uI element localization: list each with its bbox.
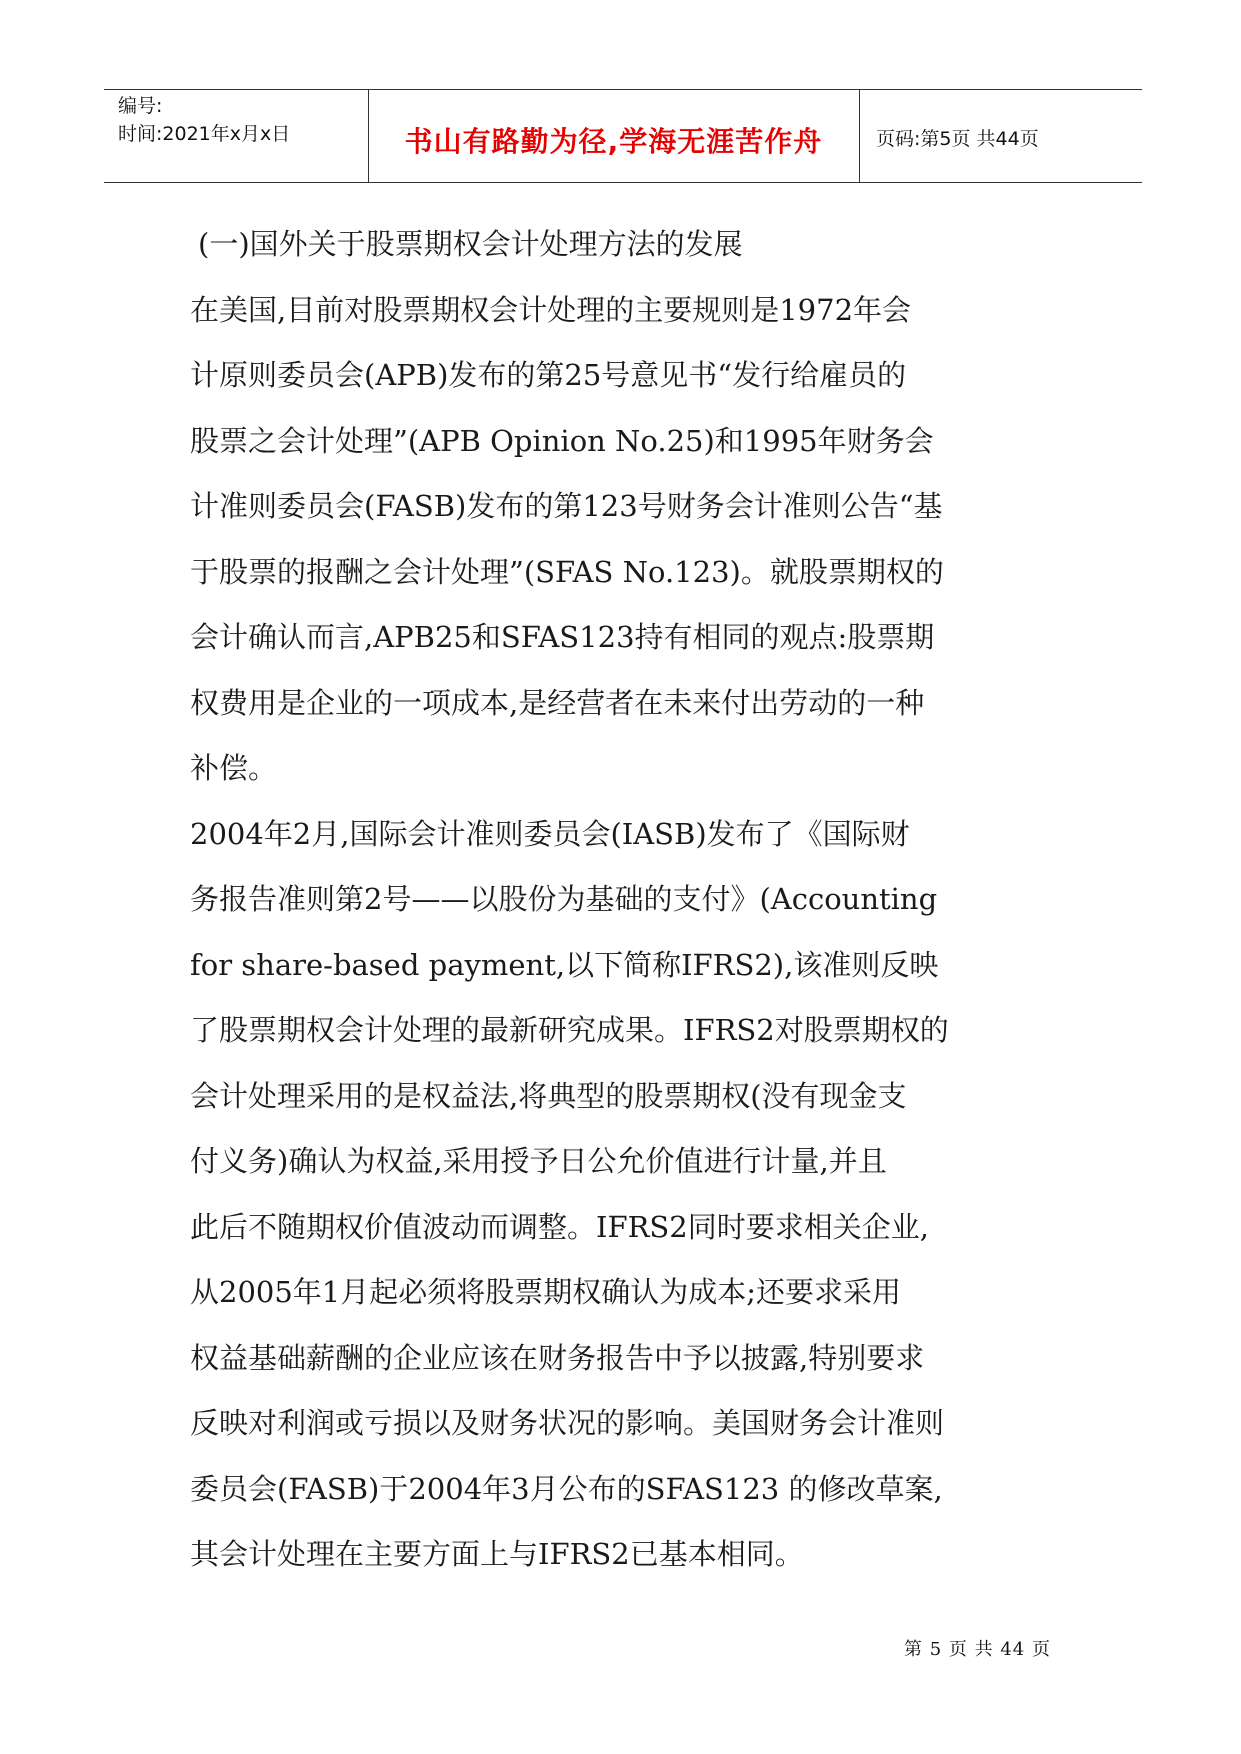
body-line: 计原则委员会(APB)发布的第25号意见书“发行给雇员的 — [190, 358, 907, 392]
document-body — [190, 212, 1070, 1588]
page-footer: 第 5 页 共 44 页 — [904, 1639, 1051, 1660]
body-line: 权费用是企业的一项成本,是经营者在未来付出劳动的一种 — [190, 685, 925, 720]
body-line: 股票之会计处理”(APB Opinion No.25)和1995年财务会 — [190, 423, 934, 458]
body-line: 会计处理采用的是权益法,将典型的股票期权(没有现金支 — [190, 1078, 907, 1113]
body-line: 付义务)确认为权益,采用授予日公允价值进行计量,并且 — [190, 1144, 887, 1178]
body-line: 从2005年1月起必须将股票期权确认为成本;还要求采用 — [190, 1275, 902, 1309]
body-line: 在美国,目前对股票期权会计处理的主要规则是1972年会 — [190, 292, 912, 327]
body-line: 权益基础薪酬的企业应该在财务报告中予以披露,特别要求 — [190, 1340, 925, 1375]
body-line: 于股票的报酬之会计处理”(SFAS No.123)。就股票期权的 — [190, 554, 944, 589]
body-line: for share-based payment,以下简称IFRS2),该准则反映 — [190, 947, 939, 982]
body-line: 务报告准则第2号——以股份为基础的支付》(Accounting — [190, 882, 938, 916]
body-line: 其会计处理在主要方面上与IFRS2已基本相同。 — [190, 1537, 804, 1571]
header-page-code: 页码:第5页 共44页 — [876, 128, 1039, 150]
body-line: 会计确认而言,APB25和SFAS123持有相同的观点:股票期 — [190, 620, 935, 654]
body-line: 2004年2月,国际会计准则委员会(IASB)发布了《国际财 — [190, 816, 910, 851]
body-line: 了股票期权会计处理的最新研究成果。IFRS2对股票期权的 — [190, 1013, 949, 1047]
document-header — [104, 89, 1142, 183]
header-motto: 书山有路勤为径,学海无涯苦作舟 — [404, 125, 823, 158]
body-line: 反映对利润或亏损以及财务状况的影响。美国财务会计准则 — [190, 1406, 945, 1440]
section-heading: (一)国外关于股票期权会计处理方法的发展 — [198, 227, 743, 261]
body-line: 计准则委员会(FASB)发布的第123号财务会计准则公告“基 — [190, 489, 943, 523]
header-number-label: 编号: — [118, 95, 163, 117]
body-line: 委员会(FASB)于2004年3月公布的SFAS123 的修改草案, — [190, 1471, 943, 1506]
header-divider-right — [859, 90, 860, 182]
header-time-label: 时间:2021年x月x日 — [118, 123, 291, 145]
body-line: 补偿。 — [190, 751, 278, 785]
body-line: 此后不随期权价值波动而调整。IFRS2同时要求相关企业, — [190, 1209, 929, 1244]
